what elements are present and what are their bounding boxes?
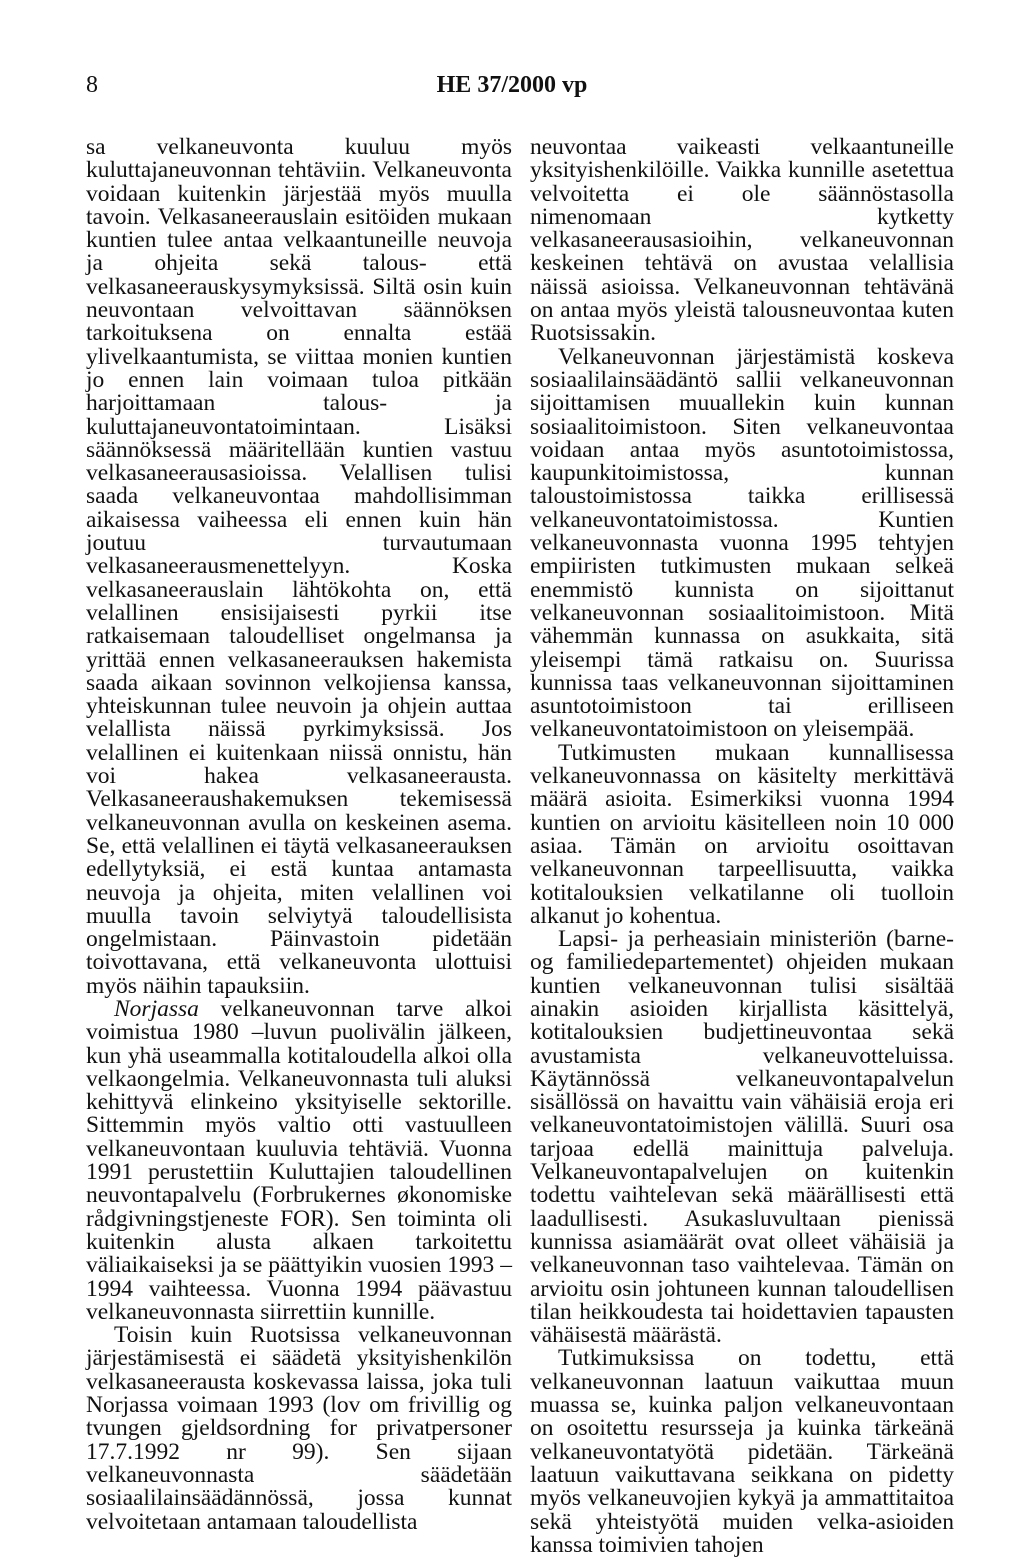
left-paragraph-3: Toisin kuin Ruotsissa velkaneuvonnan järjestämisestä ei säädetä yksityishenkilön velkasaneerausta koskevassa laissa, joka tuli Norjassa voimaan 1993 (lov om frivillig og tvungen gjeldsordning for privatpersoner 17.7.1992 nr 99). Sen sijaan velkaneuvonnasta säädetään sosiaalilainsäädännössä, jossa kunnat velvoitetaan antamaan taloudellista <box>86 1322 512 1535</box>
left-paragraph-2 <box>86 995 512 1325</box>
left-column <box>86 136 512 1534</box>
left-paragraph-1: sa velkaneuvonta kuuluu myös kuluttajaneuvonnan tehtäviin. Velkaneuvonta voidaan kuitenkin järjestää myös muulla tavoin. Velkasaneerauslain esitöiden mukaan kuntien tulee antaa velkaantuneille neuvoja ja ohjeita sekä talous- että velkasaneerauskysymyksissä. Siltä osin kuin neuvontaan velvoittavan säännöksen tarkoituksena on ennalta estää ylivelkaantumista, se viittaa monien kuntien jo ennen lain voimaan tuloa pitkään harjoittamaan talous- ja kuluttajaneuvontatoimintaan. Lisäksi säännöksessä määritellään kuntien vastuu velkasaneerausasioissa. Velallisen tulisi saada velkaneuvontaa mahdollisimman aikaisessa vaiheessa eli ennen kuin hän joutuu turvautumaan velkasaneerausmenettelyyn. Koska velkasaneerauslain lähtökohta on, että velallinen ensisijaisesti pyrkii itse ratkaisemaan taloudelliset ongelmansa ja yrittää ennen velkasaneerauksen hakemista saada aikaan sovinnon velkojiensa kanssa, yhteiskunnan tulee neuvoin ja ohjein auttaa velallista näissä pyrkimyksissä. Jos velallinen ei kuitenkaan niissä onnistu, hän voi hakea velkasaneerausta. Velkasaneeraushakemuksen tekemisessä velkaneuvonnan avulla on keskeinen asema. Se, että velallinen ei täytä velkasaneerauksen edellytyksiä, ei estä kuntaa antamasta neuvoja ja ohjeita, miten velallinen voi muulla tavoin selviytyä taloudellisista ongelmistaan. Päinvastoin pidetään toivottavana, että velkaneuvonta ulottuisi myös näihin tapauksiin. <box>86 134 512 999</box>
right-paragraph-1: neuvontaa vaikeasti velkaantuneille yksityishenkilöille. Vaikka kunnille asetettua velvoitetta ei ole säännöstasolla nimenomaan kytketty velkasaneerausasioihin, velkaneuvonnan keskeinen tehtävä on avustaa velallisia näissä asioissa. Velkaneuvonnan tehtävänä on antaa myös yleistä talousneuvontaa kuten Ruotsissakin. <box>530 134 954 347</box>
right-paragraph-4: Lapsi- ja perheasiain ministeriön (barne- og familiedepartementet) ohjeiden mukaan kuntien velkaneuvonnan tulisi sisältää ainakin asioiden kirjallista käsittelyä, kotitalouksien budjettineuvontaa sekä avustamista velkaneuvotteluissa. Käytännössä velkaneuvontapalvelun sisällössä on havaittu vain vähäisiä eroja eri velkaneuvontatoimistojen välillä. Suuri osa tarjoaa edellä mainittuja palveluja. Velkaneuvontapalvelujen on kuitenkin todettu vaihtelevan sekä määrällisesti että laadullisesti. Asukasluvultaan pienissä kunnissa asiamäärät ovat olleet vähäisiä ja velkaneuvonnan taso vaihtelevaa. Tämän on arvioitu osin johtuneen kunnan taloudellisen tilan heikkoudesta tai hoidettavien tapausten vähäisestä määrästä. <box>530 926 954 1349</box>
document-id: HE 37/2000 vp <box>436 72 588 98</box>
right-paragraph-3: Tutkimusten mukaan kunnallisessa velkaneuvonnassa on käsitelty merkittävä määrä asioita. Esimerkiksi vuonna 1994 kuntien on arvioitu käsitelleen noin 10 000 asiaa. Tämän on arvioitu osoittavan velkaneuvonnan tarpeellisuutta, vaikka kotitalouksien velkatilanne oli tuolloin alkanut jo kohentua. <box>530 739 954 929</box>
right-column <box>530 136 954 1557</box>
country-norway: Norjassa <box>114 995 199 1022</box>
right-paragraph-2: Velkaneuvonnan järjestämistä koskeva sosiaalilainsäädäntö sallii velkaneuvonnan sijoittamisen muuallekin kuin kunnan sosiaalitoimistoon. Siten velkaneuvontaa voidaan antaa myös asuntotoimistossa, kaupunkitoimistossa, kunnan taloustoimistossa taikka erillisessä velkaneuvontatoimistossa. Kuntien velkaneuvonnasta vuonna 1995 tehtyjen empiiristen tutkimusten mukaan selkeä enemmistö kunnista on sijoittanut velkaneuvonnan sosiaalitoimistoon. Mitä vähemmän kunnassa on asukkaita, sitä yleisempi tämä ratkaisu on. Suurissa kunnissa taas velkaneuvonnan sijoittaminen asuntotoimistoon tai erilliseen velkaneuvontatoimistoon on yleisempää. <box>530 343 954 743</box>
left-paragraph-2-text: velkaneuvonnan tarve alkoi voimistua 1980 –luvun puolivälin jälkeen, kun yhä useammalla kotitaloudella alkoi olla velkaongelmia. Velkaneuvonnasta tuli aluksi kehittyvä elinkeino yksityiselle sektorille. Sittemmin myös valtio otti vastuulleen velkaneuvontaan kuuluvia tehtäviä. Vuonna 1991 perustettiin Kuluttajien taloudellinen neuvontapalvelu (Forbrukernes økonomiske rådgivningstjeneste FOR). Sen toiminta oli kuitenkin alusta alkaen tarkoitettu väliaikaiseksi ja se päättyikin vuosien 1993 – 1994 vaihteessa. Vuonna 1994 päävastuu velkaneuvonnasta siirrettiin kunnille. <box>86 995 512 1325</box>
right-paragraph-5: Tutkimuksissa on todettu, että velkaneuvonnan laatuun vaikuttaa muun muassa se, kuinka paljon velkaneuvontaan on osoitettu resursseja ja kuinka tärkeänä velkaneuvontatyötä pidetään. Tärkeänä laatuun vaikuttavana seikkana on pidetty myös velkaneuvojien kykyä ja ammattitaitoa sekä yhteistyötä muiden velka-asioiden kanssa toimivien tahojen <box>530 1345 954 1558</box>
page-number: 8 <box>86 72 98 98</box>
